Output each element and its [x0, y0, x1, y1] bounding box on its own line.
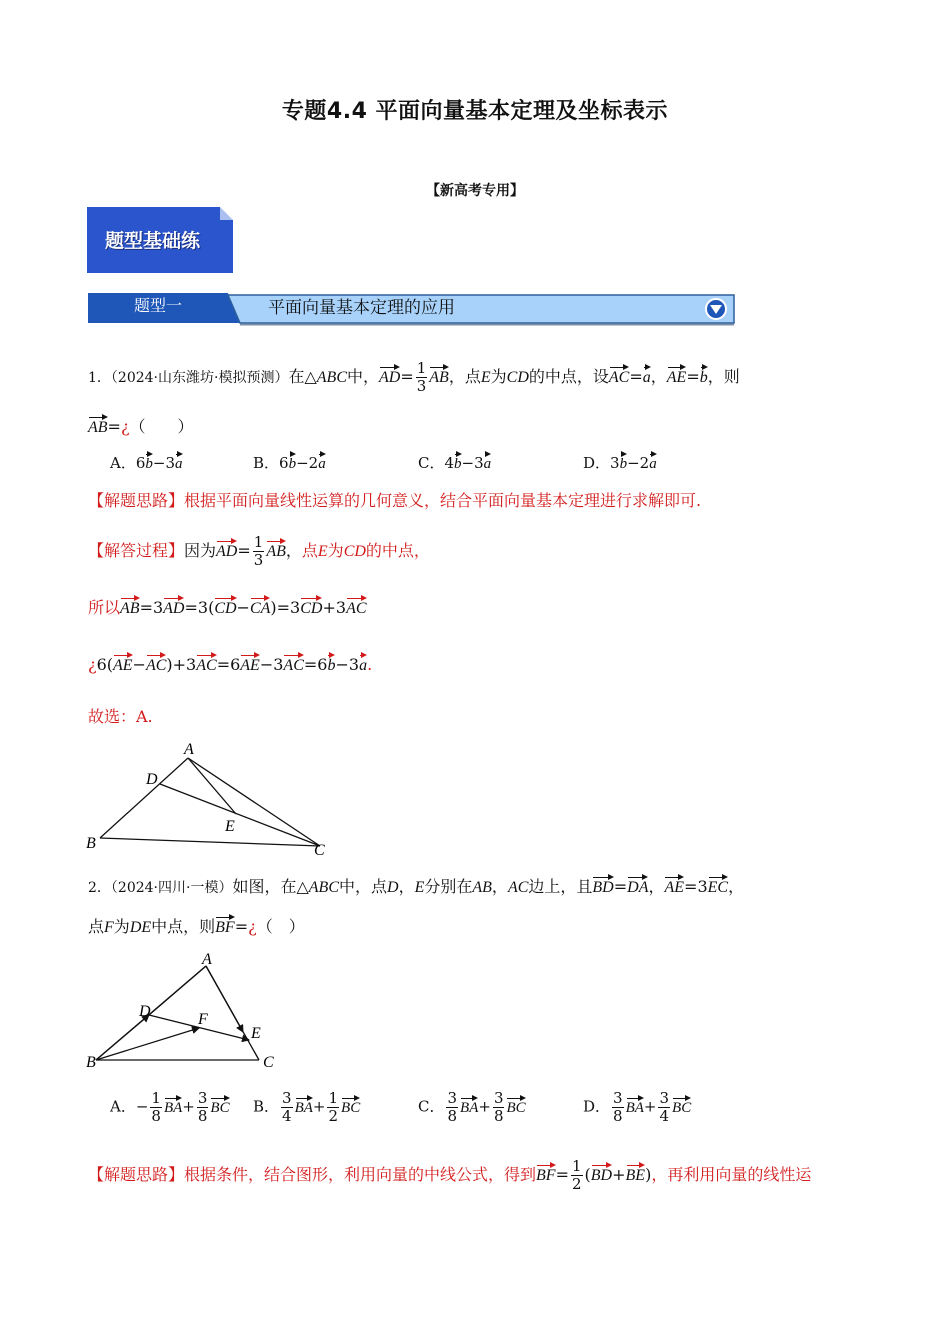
q2-option-c: C． $\frac{3}{8}$ BA+ $\frac{3}{8}$ BC	[418, 1089, 526, 1125]
q2-figure	[84, 948, 294, 1077]
fig2-label-d: D	[139, 1003, 151, 1020]
fig2-label-c: C	[263, 1054, 274, 1071]
q1-hint-label: 【解题思路】	[88, 491, 185, 510]
q1-figure	[84, 738, 344, 867]
fig1-label-e: E	[225, 818, 235, 835]
fig1-label-c: C	[314, 842, 325, 859]
question-type-title: 平面向量基本定理的应用	[268, 298, 455, 318]
q1-solution-line2: 所以AB=3AD=3(CD−CA)=3CD+3AC	[88, 598, 367, 617]
section-badge-label: 题型基础练	[105, 230, 201, 252]
question-type-label: 题型一	[134, 296, 183, 315]
q1-number: 1．	[88, 370, 111, 386]
fig1-label-a: A	[184, 741, 194, 758]
fig1-label-d: D	[146, 771, 158, 788]
q2-option-d: D． $\frac{3}{8}$ BA+ $\frac{3}{4}$ BC	[583, 1089, 692, 1125]
q1-hint-text: 根据平面向量线性运算的几何意义，结合平面向量基本定理进行求解即可.	[184, 491, 702, 510]
q1-option-c: C．4b−3a	[418, 454, 492, 472]
badge-fold-corner	[220, 207, 233, 220]
fig2-label-f: F	[198, 1011, 208, 1028]
q1-option-d: D．3b−2a	[583, 454, 657, 472]
q2-hint: 【解题思路】根据条件，结合图形，利用向量的中线公式，得到BF= $\frac{1}{2}$ (BD+BE)，再利用向量的线性运	[88, 1157, 812, 1193]
q1-answer: 故选：A.	[88, 707, 153, 726]
q2-hint-label: 【解题思路】	[88, 1165, 185, 1184]
q1-solution-line1: 【解答过程】因为AD= $\frac{1}{3}$ AB，点E为CD的中点，	[88, 533, 430, 569]
q1-solution-line3: ¿6(AE−AC)+3AC=6AE−3AC=6b−3a.	[88, 655, 373, 674]
q2-option-b: B． $\frac{3}{4}$ BA+ $\frac{1}{2}$ BC	[253, 1089, 361, 1125]
document-subtitle: 【新高考专用】	[426, 183, 524, 199]
fig2-label-b: B	[86, 1054, 96, 1071]
q2-option-a: A．− $\frac{1}{8}$ BA+ $\frac{3}{8}$ BC	[110, 1089, 230, 1125]
question-type-bar	[88, 293, 736, 326]
q1-option-b: B．6b−2a	[253, 454, 326, 472]
fig2-label-e: E	[251, 1025, 261, 1042]
q2-stem: 2．（2024·四川·一模）如图，在△ABC中，点D，E分别在AB，AC边上，且BD=DA，AE=3EC，	[88, 877, 745, 896]
document-title: 专题4.4 平面向量基本定理及坐标表示	[281, 99, 669, 124]
q1-source: （2024·山东潍坊·模拟预测）	[110, 370, 289, 386]
fig2-label-a: A	[202, 951, 212, 968]
q1-hint	[88, 488, 701, 511]
q2-stem-line2: 点F为DE中点，则BF=¿（ ）	[88, 917, 305, 936]
q1-solution-label: 【解答过程】	[88, 541, 185, 560]
fig1-label-b: B	[86, 835, 96, 852]
q1-option-a: A．6b−3a	[110, 454, 183, 472]
q1-stem: 1．（2024·山东潍坊·模拟预测）在△ABC中，AD= $\frac{1}{3}$ AB，点E为CD的中点，设AC=a，AE=b，则	[88, 359, 740, 395]
q2-number: 2．	[88, 880, 111, 896]
section-badge	[87, 207, 233, 273]
q1-ask: AB=¿（ ）	[88, 417, 194, 436]
q2-source: （2024·四川·一模）	[110, 880, 233, 896]
